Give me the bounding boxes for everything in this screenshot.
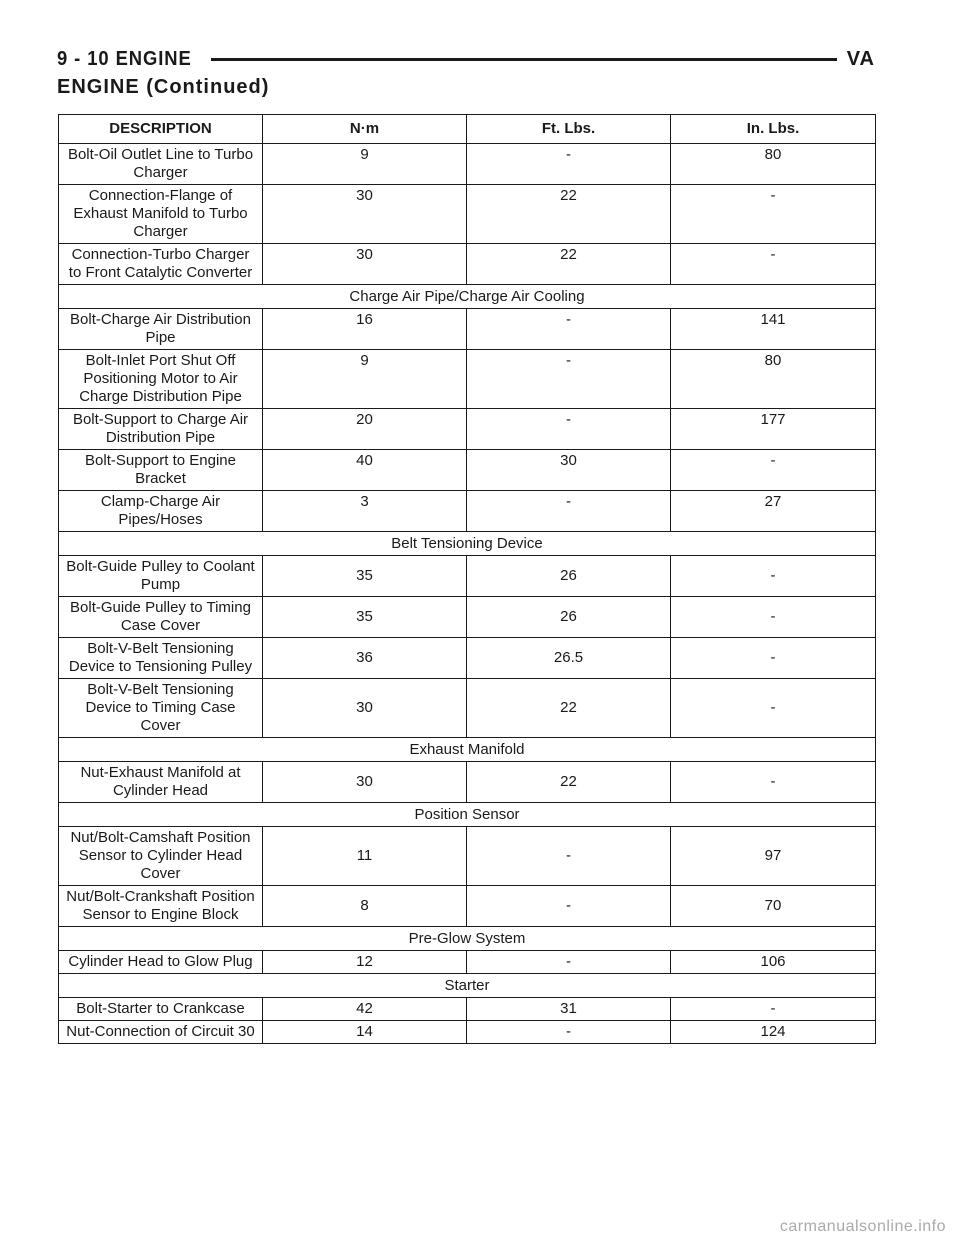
in-lbs-cell: - [671,450,876,491]
table-row [59,244,876,285]
section-label: Exhaust Manifold [59,738,876,762]
page-header [57,45,875,73]
ft-lbs-cell: - [467,951,671,974]
nm-cell: 36 [263,638,467,679]
description-cell: Bolt-Oil Outlet Line to Turbo Charger [59,144,263,185]
table-row [59,951,876,974]
nm-cell: 9 [263,350,467,409]
ft-lbs-cell: 26.5 [467,638,671,679]
nm-cell: 42 [263,998,467,1021]
section-label: Belt Tensioning Device [59,532,876,556]
description-cell: Cylinder Head to Glow Plug [59,951,263,974]
description-cell: Bolt-Inlet Port Shut Off Positioning Motor to Air Charge Distribution Pipe [59,350,263,409]
in-lbs-cell: 106 [671,951,876,974]
table-row [59,350,876,409]
ft-lbs-cell: - [467,1021,671,1044]
ft-lbs-cell: 31 [467,998,671,1021]
ft-lbs-cell: 22 [467,679,671,738]
nm-cell: 30 [263,679,467,738]
description-cell: Bolt-V-Belt Tensioning Device to Tensioning Pulley [59,638,263,679]
ft-lbs-cell: 22 [467,185,671,244]
in-lbs-cell: 70 [671,886,876,927]
ft-lbs-cell: - [467,827,671,886]
page-number-label: 9 - 10 ENGINE [57,47,192,70]
column-header-description: DESCRIPTION [59,115,263,144]
table-row [59,998,876,1021]
nm-cell: 16 [263,309,467,350]
ft-lbs-cell: - [467,350,671,409]
section-title: ENGINE (Continued) [57,76,270,98]
table-row [59,762,876,803]
description-cell: Bolt-V-Belt Tensioning Device to Timing Case Cover [59,679,263,738]
table-row [59,491,876,532]
nm-cell: 9 [263,144,467,185]
table-row [59,1021,876,1044]
table-row [59,144,876,185]
description-cell: Bolt-Guide Pulley to Timing Case Cover [59,597,263,638]
nm-cell: 3 [263,491,467,532]
nm-cell: 40 [263,450,467,491]
section-label: Pre-Glow System [59,927,876,951]
section-label: Starter [59,974,876,998]
nm-cell: 20 [263,409,467,450]
description-cell: Connection-Flange of Exhaust Manifold to Turbo Charger [59,185,263,244]
in-lbs-cell: 97 [671,827,876,886]
ft-lbs-cell: 30 [467,450,671,491]
ft-lbs-cell: 22 [467,244,671,285]
torque-spec-table [58,114,876,1044]
description-cell: Connection-Turbo Charger to Front Catalytic Converter [59,244,263,285]
in-lbs-cell: 80 [671,144,876,185]
in-lbs-cell: - [671,638,876,679]
manual-code: VA [846,47,875,70]
table-section-row [59,803,876,827]
in-lbs-cell: - [671,597,876,638]
table-row [59,679,876,738]
table-section-row [59,927,876,951]
table-row [59,185,876,244]
table-section-row [59,285,876,309]
in-lbs-cell: 141 [671,309,876,350]
description-cell: Bolt-Guide Pulley to Coolant Pump [59,556,263,597]
nm-cell: 30 [263,244,467,285]
ft-lbs-cell: - [467,409,671,450]
description-cell: Bolt-Support to Engine Bracket [59,450,263,491]
in-lbs-cell: 177 [671,409,876,450]
table-body [59,144,876,1044]
description-cell: Nut/Bolt-Camshaft Position Sensor to Cylinder Head Cover [59,827,263,886]
nm-cell: 8 [263,886,467,927]
description-cell: Bolt-Charge Air Distribution Pipe [59,309,263,350]
in-lbs-cell: - [671,185,876,244]
nm-cell: 14 [263,1021,467,1044]
nm-cell: 12 [263,951,467,974]
ft-lbs-cell: - [467,144,671,185]
nm-cell: 30 [263,762,467,803]
ft-lbs-cell: 26 [467,597,671,638]
table-section-row [59,738,876,762]
in-lbs-cell: - [671,244,876,285]
watermark: carmanualsonline.info [779,1218,946,1235]
in-lbs-cell: - [671,556,876,597]
ft-lbs-cell: - [467,886,671,927]
table-row [59,409,876,450]
description-cell: Bolt-Starter to Crankcase [59,998,263,1021]
nm-cell: 11 [263,827,467,886]
table-header-row [59,115,876,144]
in-lbs-cell: - [671,998,876,1021]
section-label: Charge Air Pipe/Charge Air Cooling [59,285,876,309]
table-row [59,597,876,638]
ft-lbs-cell: 26 [467,556,671,597]
nm-cell: 35 [263,556,467,597]
ft-lbs-cell: 22 [467,762,671,803]
column-header-nm: N·m [263,115,467,144]
table-row [59,556,876,597]
section-label: Position Sensor [59,803,876,827]
in-lbs-cell: - [671,762,876,803]
description-cell: Clamp-Charge Air Pipes/Hoses [59,491,263,532]
table-row [59,886,876,927]
nm-cell: 35 [263,597,467,638]
in-lbs-cell: 27 [671,491,876,532]
table-row [59,827,876,886]
in-lbs-cell: 80 [671,350,876,409]
description-cell: Bolt-Support to Charge Air Distribution Pipe [59,409,263,450]
in-lbs-cell: 124 [671,1021,876,1044]
table-row [59,450,876,491]
header-rule [211,58,836,61]
description-cell: Nut-Connection of Circuit 30 [59,1021,263,1044]
column-header-in-lbs: In. Lbs. [671,115,876,144]
table-row [59,309,876,350]
in-lbs-cell: - [671,679,876,738]
ft-lbs-cell: - [467,491,671,532]
table-section-row [59,532,876,556]
column-header-ft-lbs: Ft. Lbs. [467,115,671,144]
description-cell: Nut/Bolt-Crankshaft Position Sensor to Engine Block [59,886,263,927]
ft-lbs-cell: - [467,309,671,350]
table-section-row [59,974,876,998]
table-row [59,638,876,679]
nm-cell: 30 [263,185,467,244]
description-cell: Nut-Exhaust Manifold at Cylinder Head [59,762,263,803]
